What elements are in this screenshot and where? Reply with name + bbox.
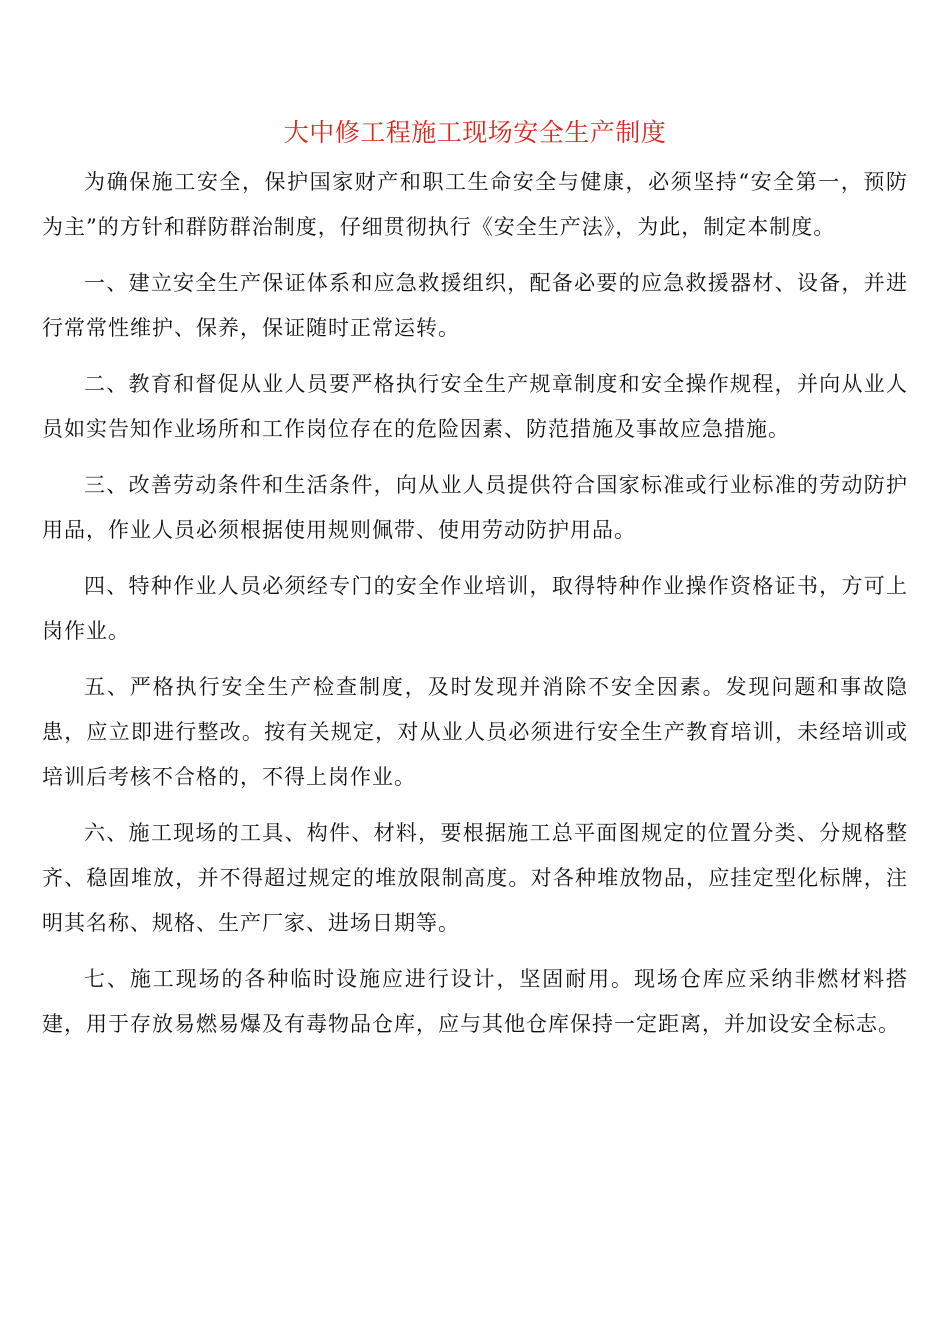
document-title: 大中修工程施工现场安全生产制度 [283,118,667,147]
clause-5-paragraph: 五、严格执行安全生产检查制度，及时发现并消除不安全因素。发现问题和事故隐患，应立即进行整改。按有关规定，对从业人员必须进行安全生产教育培训，未经培训或培训后考核不合格的，不得上岗作业。 [42,675,908,789]
clause-1-paragraph: 一、建立安全生产保证体系和应急救援组织，配备必要的应急救援器材、设备，并进行常常性维护、保养，保证随时正常运转。 [42,271,908,340]
clause-2-paragraph: 二、教育和督促从业人员要严格执行安全生产规章制度和安全操作规程，并向从业人员如实告知作业场所和工作岗位存在的危险因素、防范措施及事故应急措施。 [42,372,908,441]
document-body [42,160,908,1058]
intro-paragraph: 为确保施工安全，保护国家财产和职工生命安全与健康，必须坚持“安全第一，预防为主”的方针和群防群治制度，仔细贯彻执行《安全生产法》，为此，制定本制度。 [42,170,908,239]
clause-3-paragraph: 三、改善劳动条件和生活条件，向从业人员提供符合国家标准或行业标准的劳动防护用品，作业人员必须根据使用规则佩带、使用劳动防护用品。 [42,473,908,542]
clause-4-paragraph: 四、特种作业人员必须经专门的安全作业培训，取得特种作业操作资格证书，方可上岗作业。 [42,574,908,643]
clause-7-paragraph: 七、施工现场的各种临时设施应进行设计，坚固耐用。现场仓库应采纳非燃材料搭建，用于存放易燃易爆及有毒物品仓库，应与其他仓库保持一定距离，并加设安全标志。 [42,967,908,1036]
clause-6-paragraph: 六、施工现场的工具、构件、材料，要根据施工总平面图规定的位置分类、分规格整齐、稳固堆放，并不得超过规定的堆放限制高度。对各种堆放物品，应挂定型化标牌，注明其名称、规格、生产厂家、进场日期等。 [42,821,908,935]
